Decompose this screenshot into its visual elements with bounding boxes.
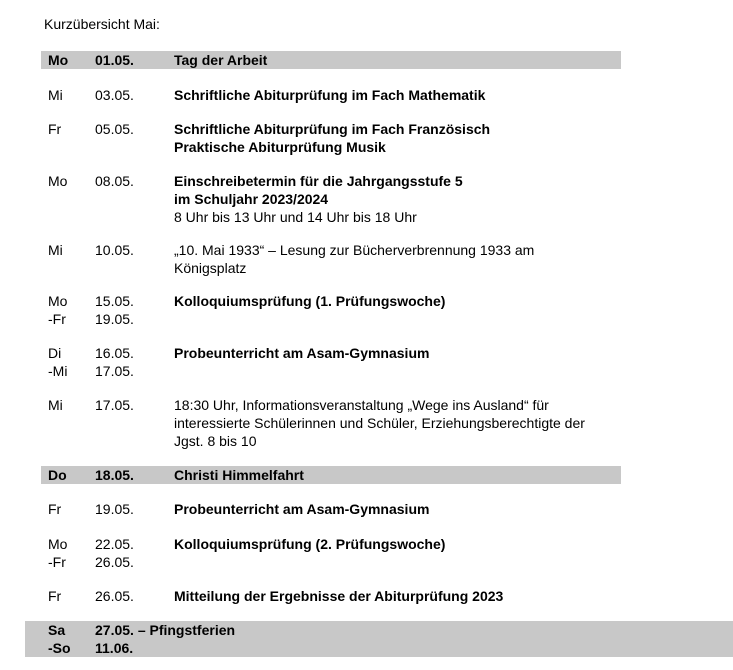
date-line: 05.05.	[95, 121, 134, 137]
event-description	[174, 51, 267, 69]
date-line: 08.05.	[95, 173, 134, 189]
date	[95, 292, 134, 328]
event-description-line: Probeunterricht am Asam-Gymnasium	[174, 345, 430, 361]
weekday	[48, 86, 63, 104]
date	[95, 466, 134, 484]
date-line: 19.05.	[95, 501, 134, 517]
weekday	[48, 466, 67, 484]
date	[95, 587, 134, 605]
weekday	[48, 120, 61, 138]
date-line: 01.05.	[95, 52, 134, 68]
weekday-line: -Fr	[48, 554, 66, 570]
date	[95, 172, 134, 190]
date	[95, 344, 134, 380]
event-description-line: Kolloquiumsprüfung (1. Prüfungswoche)	[174, 293, 446, 309]
date	[95, 621, 235, 657]
event-description-line: im Schuljahr 2023/2024	[174, 191, 329, 207]
date	[95, 241, 134, 259]
event-description-line: „10. Mai 1933“ – Lesung zur Bücherverbrennung 1933 am	[174, 242, 535, 258]
weekday-line: Fr	[48, 588, 62, 604]
schedule-row	[41, 241, 621, 277]
weekday	[48, 500, 61, 518]
schedule-row	[41, 120, 621, 156]
date-line: 17.05.	[95, 397, 134, 413]
event-description	[174, 86, 485, 104]
page-title: Kurzübersicht Mai:	[44, 16, 160, 32]
weekday	[48, 172, 67, 190]
weekday-line: Mi	[48, 87, 63, 103]
event-description-line: Einschreibetermin für die Jahrgangsstufe 5	[174, 173, 463, 189]
schedule-row	[41, 292, 621, 328]
weekday	[48, 344, 67, 380]
schedule-row	[41, 396, 621, 450]
date-line: 03.05.	[95, 87, 134, 103]
date-line: 11.06.	[95, 640, 134, 656]
event-description-line: Königsplatz	[174, 260, 247, 276]
date	[95, 86, 134, 104]
weekday	[48, 587, 61, 605]
event-description-line: Praktische Abiturprüfung Musik	[174, 139, 386, 155]
date-line: 22.05.	[95, 536, 134, 552]
event-description-line: Jgst. 8 bis 10	[174, 433, 257, 449]
event-description-line: Schriftliche Abiturprüfung im Fach Französisch	[174, 121, 491, 137]
weekday	[48, 396, 63, 414]
event-description	[174, 587, 503, 605]
event-description-line: Kolloquiumsprüfung (2. Prüfungswoche)	[174, 536, 446, 552]
event-description	[174, 292, 445, 310]
weekday-line: Mi	[48, 242, 63, 258]
weekday-line: Mo	[48, 293, 68, 309]
date-line: 26.05.	[95, 554, 134, 570]
schedule-row	[41, 535, 621, 571]
event-description	[174, 120, 490, 156]
weekday	[48, 292, 67, 328]
weekday	[48, 535, 67, 571]
event-description	[174, 172, 463, 226]
weekday-line: -So	[48, 640, 71, 656]
schedule-row	[41, 587, 621, 605]
weekday-line: Mo	[48, 173, 68, 189]
weekday-line: Fr	[48, 121, 62, 137]
date-line: 26.05.	[95, 588, 134, 604]
schedule-row	[41, 172, 621, 226]
date-line: 19.05.	[95, 311, 134, 327]
event-description-line: 8 Uhr bis 13 Uhr und 14 Uhr bis 18 Uhr	[174, 209, 417, 225]
schedule-row	[41, 344, 621, 380]
weekday-line: -Fr	[48, 311, 66, 327]
date-line: 27.05. – Pfingstferien	[95, 622, 236, 638]
weekday-line: Di	[48, 345, 62, 361]
weekday-line: Mo	[48, 52, 69, 68]
weekday-line: Sa	[48, 622, 66, 638]
event-description-line: Schriftliche Abiturprüfung im Fach Mathematik	[174, 87, 486, 103]
date	[95, 396, 134, 414]
event-description	[174, 241, 534, 277]
weekday-line: Mi	[48, 397, 63, 413]
weekday-line: -Mi	[48, 363, 68, 379]
schedule-row-highlight	[41, 466, 621, 484]
event-description	[174, 500, 429, 518]
date-line: 17.05.	[95, 363, 134, 379]
event-description	[174, 344, 429, 362]
schedule-row-highlight	[25, 621, 733, 657]
event-description-line: Christi Himmelfahrt	[174, 467, 304, 483]
event-description	[174, 466, 304, 484]
date-line: 10.05.	[95, 242, 134, 258]
date	[95, 500, 134, 518]
event-description-line: Tag der Arbeit	[174, 52, 268, 68]
date	[95, 120, 134, 138]
event-description	[174, 535, 445, 553]
date	[95, 51, 134, 69]
weekday-line: Fr	[48, 501, 62, 517]
date-line: 15.05.	[95, 293, 134, 309]
weekday	[48, 51, 68, 69]
event-description-line: Probeunterricht am Asam-Gymnasium	[174, 501, 430, 517]
event-description	[174, 396, 585, 450]
weekday-line: Mo	[48, 536, 68, 552]
weekday-line: Do	[48, 467, 67, 483]
event-description-line: Mitteilung der Ergebnisse der Abiturprüfung 2023	[174, 588, 504, 604]
schedule-row-highlight	[41, 51, 621, 69]
weekday	[48, 621, 71, 657]
date-line: 18.05.	[95, 467, 134, 483]
event-description-line: 18:30 Uhr, Informationsveranstaltung „Wege ins Ausland“ für	[174, 397, 549, 413]
schedule-row	[41, 86, 621, 104]
date-line: 16.05.	[95, 345, 134, 361]
date	[95, 535, 134, 571]
schedule-row	[41, 500, 621, 518]
weekday	[48, 241, 63, 259]
event-description-line: interessierte Schülerinnen und Schüler, Erziehungsberechtigte der	[174, 415, 585, 431]
